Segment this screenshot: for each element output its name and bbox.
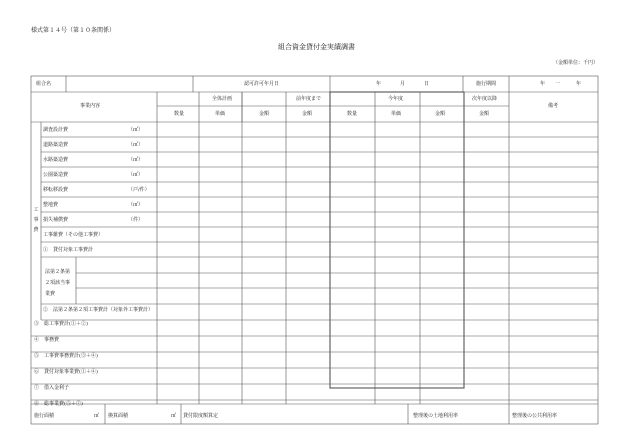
permit-date-label: 認可許可年月日	[244, 81, 280, 87]
reduced-area-unit: ㎡	[171, 413, 177, 419]
area-unit: ㎡	[94, 413, 100, 419]
public-use-rate-label: 整理後の公共利用率	[512, 413, 558, 419]
construction-cost-label: 工 事 費	[33, 207, 39, 233]
item-label: 損失補償費	[43, 217, 69, 223]
item-unit: （㎡）	[128, 202, 144, 208]
loan-limit-label: 貸付限度額算定	[183, 413, 219, 419]
permit-day: 日	[424, 81, 430, 87]
total-row-label: ③ 総工事費計(①＋②)	[34, 321, 88, 327]
total-row-label: ⑦ 借入金利子	[34, 385, 70, 391]
item-unit: （戸/件）	[128, 187, 150, 193]
total-row-label: ⑤ 工事費事務費計(③＋④)	[34, 353, 98, 359]
union-name-label: 組合名	[36, 81, 52, 87]
item-unit: （㎡）	[128, 127, 144, 133]
header-this-year: 今年度	[388, 96, 404, 102]
permit-month: 月	[400, 81, 406, 87]
header-plan-amount: 金額	[259, 111, 270, 117]
land-use-rate-label: 整理後の土地利用率	[413, 413, 459, 419]
art2-line-2: ２項該当事	[45, 280, 71, 286]
header-next-year-on: 次年度以降	[472, 96, 498, 102]
total-row-label: ⑥ 貸付対象事業費(①＋④)	[34, 369, 98, 375]
header-this-year-quantity: 数量	[347, 111, 358, 117]
item-unit: （㎡）	[128, 142, 144, 148]
area-label: 施行面積	[34, 413, 55, 419]
header-this-year-unit-price: 単価	[391, 111, 402, 117]
total-row-label: ⑧ 総事業費(⑤＋⑦)	[34, 401, 83, 407]
item-label: 整地費	[43, 202, 59, 208]
form-title: 組合資金貸付金実績調書	[278, 43, 355, 51]
amount-unit-note: （金額単位：千円）	[553, 60, 599, 66]
header-plan-unit-price: 単価	[215, 111, 226, 117]
header-overall-plan: 全体計画	[212, 96, 233, 102]
art2-line-3: 業費	[45, 291, 56, 297]
header-remarks: 備考	[548, 103, 559, 109]
art2-line-1: 法第２条第	[45, 269, 71, 275]
item-label: 移転移設費	[43, 187, 69, 193]
form-number: 様式第１４号（第１０条関係）	[31, 27, 116, 34]
total-row-label: ④ 事務費	[34, 337, 60, 343]
period-from-year: 年	[540, 81, 546, 87]
item-unit: （件）	[128, 217, 144, 223]
reduced-area-label: 換算面積	[108, 413, 129, 419]
period-to-year: 年	[576, 81, 582, 87]
permit-year: 年	[376, 81, 382, 87]
item-label: 調査設計費	[43, 127, 69, 133]
table-border	[31, 76, 598, 424]
header-next-year-amount: 金額	[479, 111, 490, 117]
period-label: 施行期間	[476, 81, 497, 87]
header-last-year-amount: 金額	[302, 111, 313, 117]
header-item: 事業内容	[80, 103, 101, 109]
item-unit: （㎡）	[128, 172, 144, 178]
header-this-year-amount: 金額	[435, 111, 446, 117]
item-label: 道路築造費	[43, 142, 69, 148]
misc-cost-label: 工事雑費（その他工事費）	[43, 232, 104, 238]
item-label: 公園築造費	[43, 172, 69, 178]
subsidized-construction-total-label: ① 貸付対象工事費計	[43, 247, 94, 253]
art2-total-label: ② 法第２条第２項工事費計（対象外工事費計）	[43, 307, 154, 313]
header-until-last-year: 前年度まで	[296, 96, 322, 102]
header-plan-quantity: 数量	[174, 111, 185, 117]
item-label: 水路築造費	[43, 157, 69, 163]
item-unit: （㎡）	[128, 157, 144, 163]
period-dash: 一	[555, 81, 561, 87]
